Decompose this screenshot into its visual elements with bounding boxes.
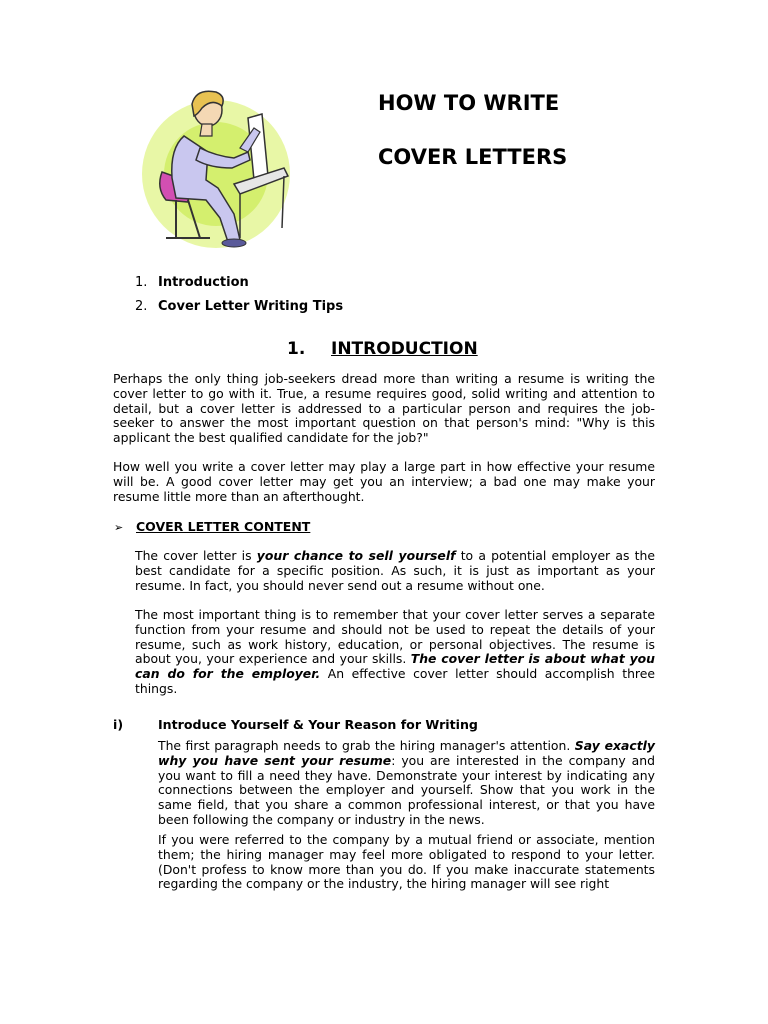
toc-label: Cover Letter Writing Tips xyxy=(158,299,344,314)
document-title-line-2: COVER LETTERS xyxy=(378,145,568,169)
toc-item xyxy=(135,298,343,316)
text-run: An effective cover letter should accomplish three things. xyxy=(135,666,655,696)
emphasis-text: The cover letter is about what you can do for the employer. xyxy=(135,651,656,682)
cover-letter-content-heading xyxy=(114,519,310,536)
emphasis-text: your chance to sell yourself xyxy=(256,548,456,563)
bullet-label: COVER LETTER CONTENT xyxy=(136,519,311,534)
subsection-heading: Introduce Yourself & Your Reason for Writing xyxy=(158,717,478,732)
arrow-bullet-icon: ➢ xyxy=(114,521,124,534)
text-run: The first paragraph needs to grab the hiring manager's attention. xyxy=(158,738,575,753)
text-run: to a potential employer as the best candidate for a specific position. As such, it is just as important as your resume. In fact, you should never send out a resume without one. xyxy=(135,548,655,593)
content-paragraph-2 xyxy=(135,608,655,697)
subsection-marker: i) xyxy=(113,717,124,732)
content-paragraph-1 xyxy=(135,549,655,593)
toc-label: Introduction xyxy=(158,275,249,290)
text-run: The most important thing is to remember that your cover letter serves a separate function from your resume and should not be used to repeat the details of your resume, such as work history, education, or personal objectives. The resume is about you, your experience and your skills. xyxy=(135,607,655,667)
subsection-paragraph-2: If you were referred to the company by a mutual friend or associate, mention them; the hiring manager may feel more obligated to respond to your letter. (Don't profess to know more than you do. If you make inaccurate statements regarding the company or the industry, the hiring manager will see right xyxy=(158,833,655,892)
text-run: The cover letter is xyxy=(135,548,257,563)
section-title: INTRODUCTION xyxy=(331,339,478,359)
intro-paragraph-1: Perhaps the only thing job-seekers dread more than writing a resume is writing the cover letter to go with it. True, a resume requires good, solid writing and attention to detail, but a cover letter is addressed to a particular person and requires the job-seeker to answer the most important question on that person's mind: "Why is this applicant the best qualified candidate for the job?" xyxy=(113,371,655,446)
intro-paragraph-2: How well you write a cover letter may play a large part in how effective your resume will be. A good cover letter may get you an interview; a bad one may make your resume little more than an afterthought. xyxy=(113,459,655,504)
section-heading xyxy=(287,338,478,360)
man-writing-illustration xyxy=(136,88,296,250)
document-title-line-1: HOW TO WRITE xyxy=(378,91,560,115)
emphasis-text: Say exactly why you have sent your resume xyxy=(158,738,655,768)
toc-number: 2. xyxy=(135,299,148,314)
text-run: : you are interested in the company and you want to fill a need they have. Demonstrate your interest by indicating any connections between the employer and yourself. Show that you work in the same field, that you share a common professional interest, or that you have been following the company or industry in the news. xyxy=(158,752,655,827)
section-number: 1. xyxy=(287,339,306,359)
toc-item xyxy=(135,274,249,292)
subsection-paragraph-1 xyxy=(158,739,655,828)
toc-number: 1. xyxy=(135,275,148,290)
